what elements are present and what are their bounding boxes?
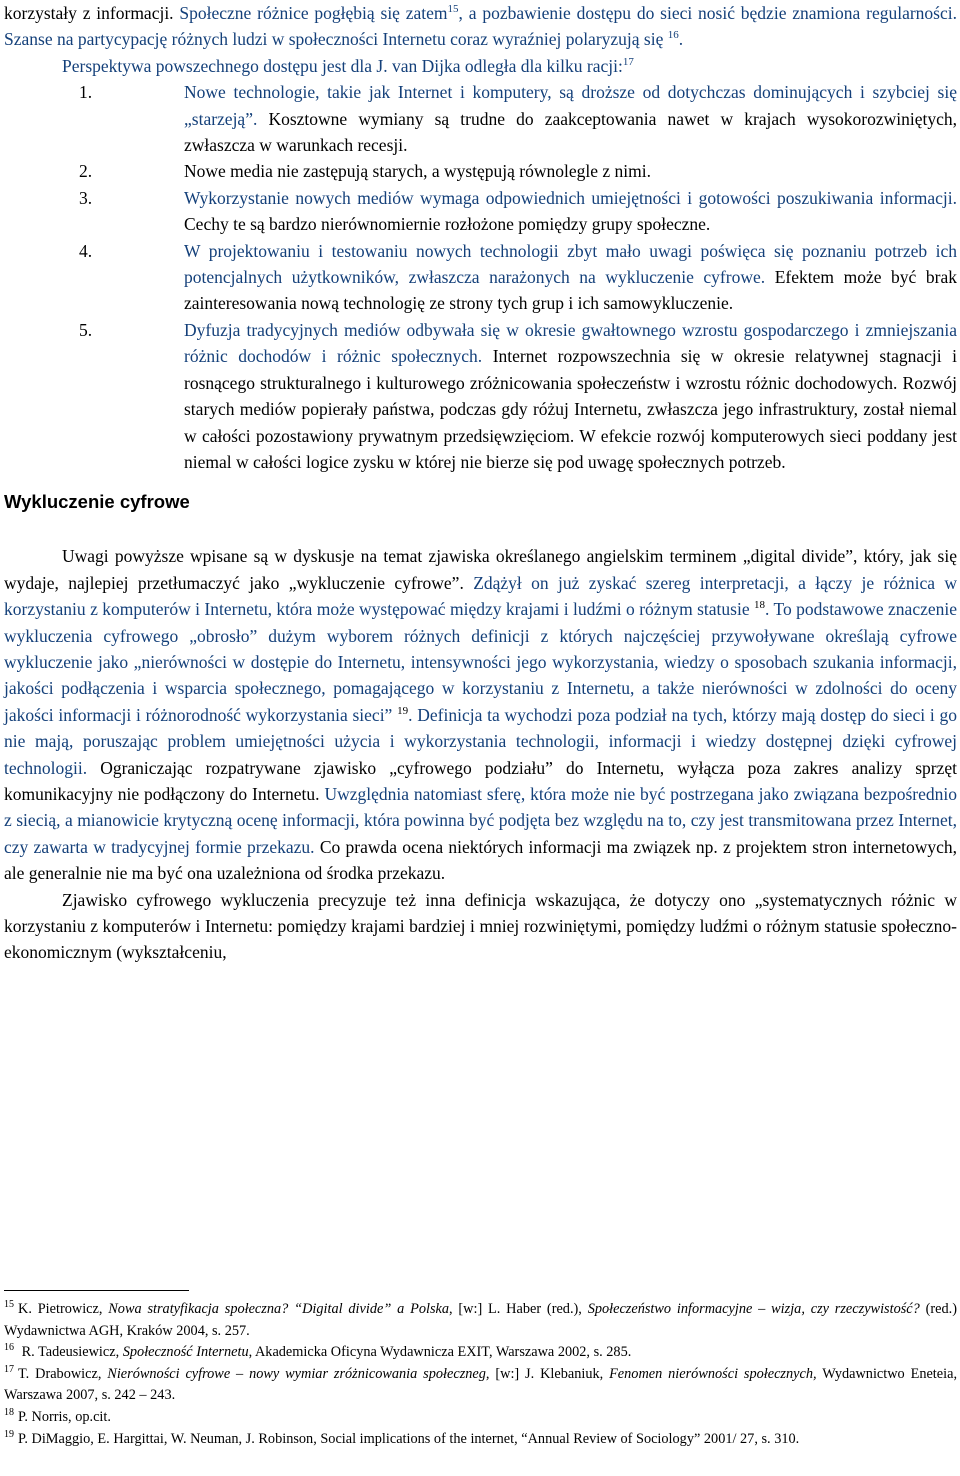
list-item [4, 238, 957, 317]
intro-text-end: . [678, 29, 684, 50]
footnote-number: 18 [4, 1407, 14, 1419]
list-text: Cechy te są bardzo nierównomiernie rozłożone pomiędzy grupy społeczne. [184, 214, 711, 235]
perspective-text: Perspektywa powszechnego dostępu jest dla J. van Dijka odległa dla kilku racji: [62, 55, 623, 76]
footnote-text: P. DiMaggio, E. Hargittai, W. Neuman, J. Robinson, Social implications of the internet, “Annual Review of Sociology” 2001/ 27, s. 310. [18, 1430, 800, 1447]
list-text: Kosztowne wymiany są trudne do zaakceptowania nawet w krajach wysokorozwiniętych, zwłaszcza w warunkach recesji. [184, 108, 957, 156]
footnote-ref-18[interactable]: 18 [754, 599, 766, 612]
list-number: 5. [79, 319, 93, 340]
intro-paragraph [4, 0, 957, 53]
paragraph-text: Zjawisko cyfrowego wykluczenia precyzuje też inna definicja wskazująca, że dotyczy ono „systematycznych różnic w korzystaniu z komputerów i Internetu: pomiędzy krajami bardziej i mniej rozwiniętymi, pomiędzy ludźmi o różnym statusie społeczno-ekonomicznym (wykształceniu, [4, 889, 957, 963]
perspective-line [62, 53, 957, 79]
footnote-text: (red.) Wydawnictwa AGH, Kraków 2004, s. 257. [4, 1301, 957, 1339]
document-page [4, 0, 957, 966]
list-text: Efektem może być brak zainteresowania nową technologię ze strony tych grup i ich samowykluczenie. [184, 267, 958, 314]
footnote-number: 19 [4, 1428, 14, 1440]
footnote-title: Społeczeństwo informacyjne – wizja, czy rzeczywistość? [587, 1301, 920, 1317]
list-number: 2. [79, 161, 93, 182]
list-number: 3. [79, 187, 93, 208]
footnote-text: P. Norris, op.cit. [18, 1408, 111, 1425]
footnote-text: , [w:] L. Haber (red.), [449, 1301, 588, 1317]
footnote-ref-17[interactable]: 17 [622, 55, 634, 68]
footnote-number: 15 [4, 1299, 14, 1311]
paragraph-text: Co prawda ocena niektórych informacji ma związek np. z projektem stron internetowych, ale generalnie nie ma być ona uzależniona od środka przekazu. [4, 836, 957, 884]
list-text-highlight: Dyfuzja tradycyjnych mediów odbywała się w okresie gwałtownego wzrostu gospodarczego i zmniejszania różnic dochodów i różnic społecznych. [184, 319, 957, 367]
paragraph-text-highlight: Zdążył on już zyskać szereg interpretacji, a łączy je różnica w korzystaniu z komputerów i Internetu, która może występować między krajami i ludźmi o różnym statusie [4, 572, 957, 620]
intro-text-highlight: Społeczne różnice pogłębią się zatem [179, 3, 448, 23]
list-text-highlight: Wykorzystanie nowych mediów wymaga odpowiednich umiejętności i gotowości poszukiwania informacji. [184, 187, 957, 208]
list-text: Internet rozpowszechnia się w okresie relatywnej stagnacji i rosnącego strukturalnego i kulturowego zróżnicowania społeczeństw i wzrostu różnic dochodowych. Rozwój starych mediów popierały państwa, podczas gdy różuj Internetu, zwłaszcza jego infrastruktury, został niemal w całości pozostawiony prywatnym przedsięwzięciom. W efekcie rozwój komputerowych sieci poddany jest niemal w całości logice zysku w której nie bierze się pod uwagę społecznych potrzeb. [184, 346, 957, 472]
list-item [4, 317, 957, 475]
footnote-17 [4, 1364, 957, 1407]
footnote-18 [4, 1407, 957, 1429]
footnote-text: T. Drabowicz, [18, 1365, 108, 1382]
footnote-text: , Akademicka Oficyna Wydawnicza EXIT, Warszawa 2002, s. 285. [248, 1344, 632, 1361]
section-heading: Wykluczenie cyfrowe [4, 491, 190, 513]
list-number: 4. [79, 240, 93, 261]
footnote-text: K. Pietrowicz, [18, 1301, 109, 1317]
footnote-divider [4, 1290, 189, 1291]
footnote-title: Społeczność Internetu [122, 1344, 249, 1361]
footnote-15 [4, 1299, 957, 1342]
list-text-highlight: W projektowaniu i testowaniu nowych technologii zbyt mało uwagi poświęca się poznaniu potrzeb ich potencjalnych użytkowników, zwłaszcza narażonych na wykluczenie cyfrowe. [184, 240, 957, 288]
paragraph-text-highlight: . Definicja ta wychodzi poza podział na tych, którzy mają dostęp do sieci i go nie mają, poruszając problem umiejętności użycia i wykorzystania technologii, informacji i wiedzy dostępnej dzięki cyfrowej technologii. [4, 704, 957, 778]
paragraph-text: Uwagi powyższe wpisane są w dyskusje na temat zjawiska określanego angielskim terminem „digital divide”, który, jak się wydaje, najlepiej przetłumaczyć jako „wykluczenie cyfrowe”. [4, 546, 957, 593]
footnote-number: 17 [4, 1364, 14, 1376]
paragraph-text: Ograniczając rozpatrywane zjawisko „cyfrowego podziału” do Internetu, wyłącza poza zakres analizy sprzęt komunikacyjny nie podłączony do Internetu. [4, 757, 957, 804]
footnote-title: Nierówności cyfrowe – nowy wymiar zróżnicowania społeczneg, [107, 1365, 490, 1382]
footnote-ref-15[interactable]: 15 [447, 3, 459, 16]
reasons-list [4, 79, 957, 475]
footnote-text: Wydawnictwo Eneteia, Warszawa 2007, s. 242 – 243. [4, 1365, 958, 1404]
footnote-number: 16 [4, 1342, 14, 1354]
section-paragraph-1 [4, 543, 957, 886]
list-text: Nowe media nie zastępują starych, a występują równolegle z nimi. [184, 161, 651, 182]
footnote-ref-16[interactable]: 16 [667, 29, 679, 42]
intro-text: korzystały z informacji. [4, 3, 180, 23]
list-item [4, 185, 957, 238]
list-item [4, 79, 957, 158]
list-text-highlight: Nowe technologie, takie jak Internet i komputery, są droższe od dotychczas dominujących i szybciej się „starzeją”. [184, 82, 957, 129]
section-paragraph-2 [4, 887, 957, 966]
paragraph-text-highlight: . To podstawowe znaczenie wykluczenia cyfrowego „obrosło” dużym wyborem różnych definicji z których najczęściej przywoływane określają cyfrowe wykluczenie jako „nierówności w dostępie do Internetu, intensywności jego wykorzystania, wiedzy o sposobach szukania informacji, jakości podłączenia i wsparcia społecznego, pomagającego w korzystaniu z Internetu, a także nierówności w zdolności do oceny jakości informacji i różnorodność wykorzystania sieci” [4, 599, 957, 725]
intro-text-highlight-cont: , a pozbawienie dostępu do sieci nosić będzie znamiona regularności. Szanse na partycypację różnych ludzi w społeczności Internetu coraz wyraźniej polaryzują się [4, 3, 957, 50]
footnote-title: Nowa stratyfikacja społeczna? “Digital divide” a Polska [108, 1301, 449, 1317]
footnote-16 [4, 1342, 957, 1364]
paragraph-text-highlight: Uwzględnia natomiast sferę, która może nie być postrzegana jako związana bezpośrednio z siecią, a mianowicie krytyczną ocenę informacji, która powinna być podjęta bez względu na to, czy jest transmitowana przez Internet, czy zawarta w tradycyjnej formie przekazu. [4, 783, 957, 857]
spacer [4, 515, 957, 543]
footnote-text: R. Tadeusiewicz, [18, 1344, 123, 1361]
footnote-title: Fenomen nierówności społecznych, [609, 1365, 817, 1382]
footnotes [4, 1290, 957, 1450]
footnote-ref-19[interactable]: 19 [397, 704, 409, 717]
footnote-text: [w:] J. Klebaniuk, [489, 1365, 610, 1382]
footnote-19 [4, 1429, 957, 1451]
list-number: 1. [79, 82, 93, 103]
list-item [4, 158, 957, 184]
